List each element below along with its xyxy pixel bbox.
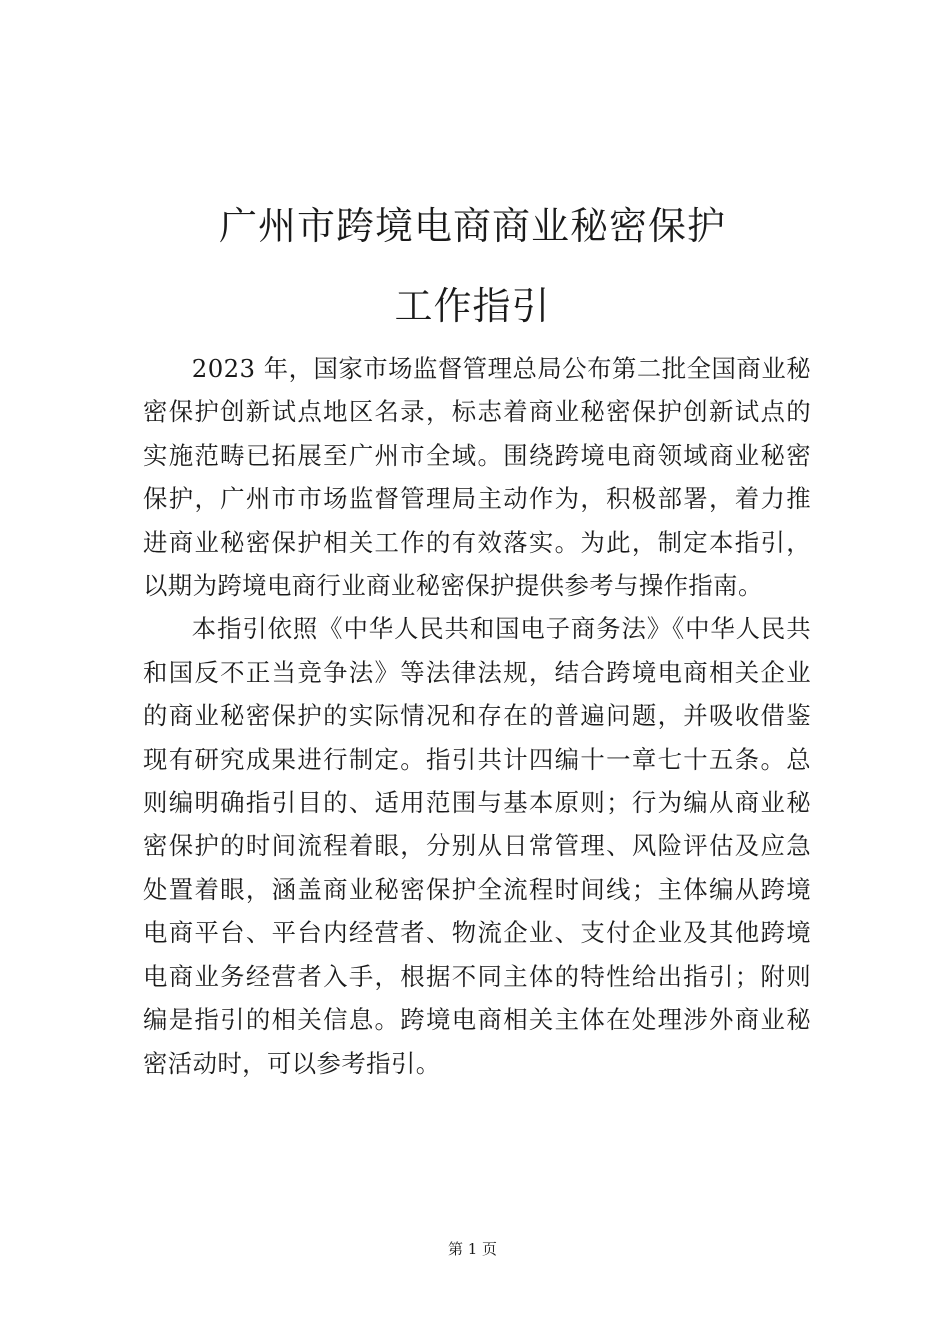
document-title-line-2: 工作指引 [394,284,551,328]
document-title-line-1: 广州市跨境电商商业秘密保护 [218,204,726,248]
paragraph-basis: 本指引依照《中华人民共和国电子商务法》《中华人民共和国反不正当竞争法》等法律法规，结合跨境电商相关企业的商业秘密保护的实际情况和存在的普遍问题，并吸收借鉴现有研究成果进行制定。指引共计四编十一章七十五条。总则编明确指引目的、适用范围与基本原则；行为编从商业秘密保护的时间流程着眼，分别从日常管理、风险评估及应急处置着眼，涵盖商业秘密保护全流程时间线；主体编从跨境电商平台、平台内经营者、物流企业、支付企业及其他跨境电商业务经营者入手，根据不同主体的特性给出指引；附则编是指引的相关信息。跨境电商相关主体在处理涉外商业秘密活动时，可以参考指引。 [143,614,811,1078]
page-number: 第 1 页 [447,1240,498,1258]
document-body [143,347,811,1085]
paragraph-intro: 2023 年，国家市场监督管理总局公布第二批全国商业秘密保护创新试点地区名录，标志着商业秘密保护创新试点的实施范畴已拓展至广州市全域。围绕跨境电商领域商业秘密保护，广州市市场监督管理局主动作为，积极部署，着力推进商业秘密保护相关工作的有效落实。为此，制定本指引，以期为跨境电商行业商业秘密保护提供参考与操作指南。 [143,354,811,601]
